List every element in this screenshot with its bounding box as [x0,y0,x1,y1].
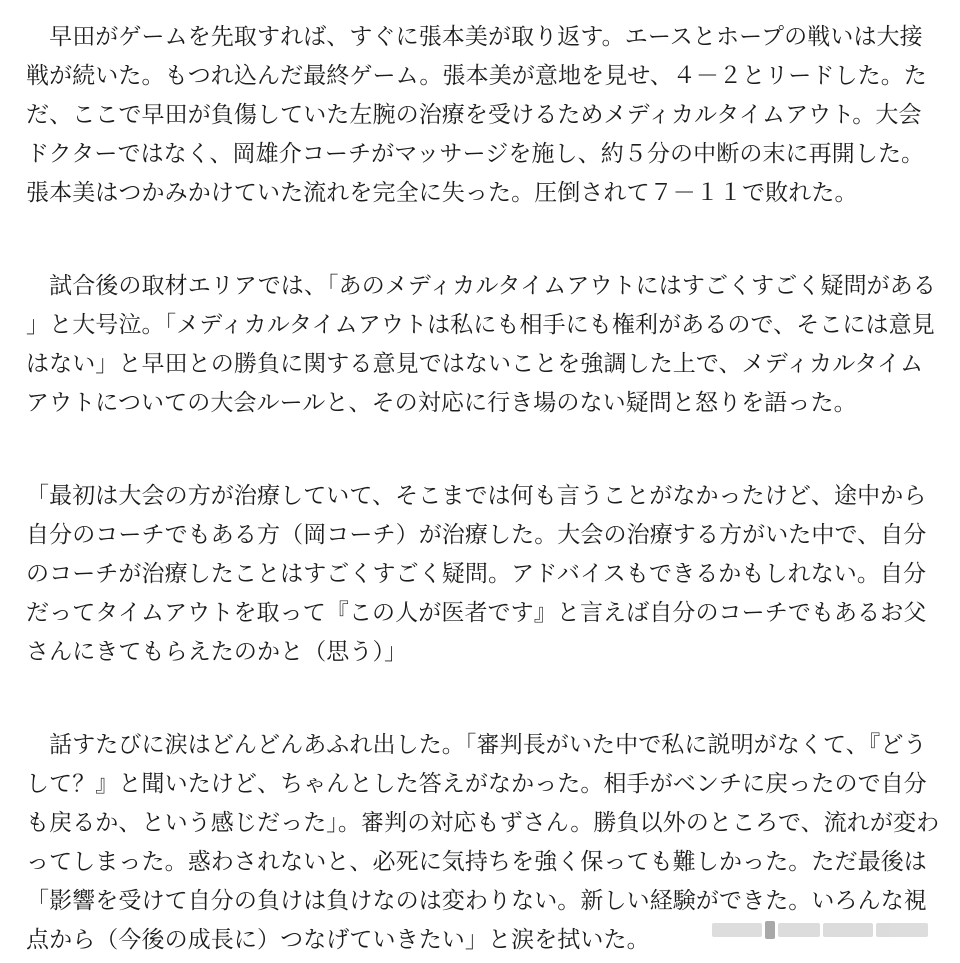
article-paragraph-2: 試合後の取材エリアでは、「あのメディカルタイムアウトにはすごくすごく疑問がある」と大号泣。「メディカルタイムアウトは私にも相手にも権利があるので、そこには意見はない」と早田との勝負に関する意見ではないことを強調した上で、メディカルタイムアウトについての大会ルールと、その対応に行き場のない疑問と怒りを語った。 [26,273,936,416]
paragraph-gap [26,423,942,477]
watermark-bar [778,923,820,937]
watermark-bar [823,923,873,937]
watermark-bar [876,923,928,937]
paragraph-gap [26,672,942,726]
article-paragraph-3: 「最初は大会の方が治療していて、そこまでは何も言うことがなかったけど、途中から自分のコーチでもある方（岡コーチ）が治療した。大会の治療する方がいた中で、自分のコーチが治療したことはすごくすごく疑問。アドバイスもできるかもしれない。自分だってタイムアウトを取って『この人が医者です』と言えば自分のコーチでもあるお父さんにきてもらえたのかと（思う）」 [26,483,927,665]
article-paragraph-1: 早田がゲームを先取すれば、すぐに張本美が取り返す。エースとホープの戦いは大接戦が続いた。もつれ込んだ最終ゲーム。張本美が意地を見せ、４－２とリードした。ただ、ここで早田が負傷していた左腕の治療を受けるためメディカルタイムアウト。大会ドクターではなく、岡雄介コーチがマッサージを施し、約５分の中断の末に再開した。張本美はつかみかけていた流れを完全に失った。圧倒されて７－１１で敗れた。 [26,24,927,206]
watermark-logo [712,917,936,943]
paragraph-gap [26,213,942,267]
article-paragraph-4: 話すたびに涙はどんどんあふれ出した。「審判長がいた中で私に説明がなくて、『どうして？』と聞いたけど、ちゃんとした答えがなかった。相手がベンチに戻ったので自分も戻るか、という感じだった」。審判の対応もずさん。勝負以外のところで、流れが変わってしまった。惑わされないと、必死に気持ちを強く保っても難しかった。ただ最後は「影響を受けて自分の負けは負けなのは変わりない。新しい経験ができた。いろんな視点から（今後の成長に）つなげていきたい」と涙を拭いた。 [26,732,940,953]
watermark-mark-icon [765,921,775,939]
watermark-bar [712,923,762,937]
